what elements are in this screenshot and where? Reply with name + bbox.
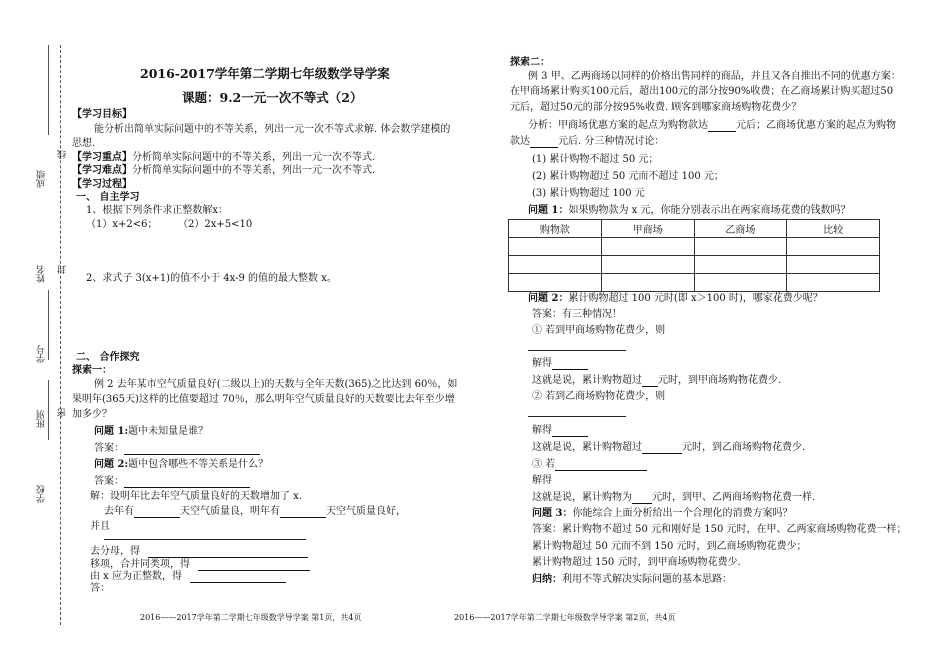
- margin-class-label: 班别: [37, 410, 47, 428]
- summary-text: 利用不等式解决实际问题的基本思路：: [562, 574, 732, 585]
- solution-text: 去年有: [104, 506, 134, 517]
- lesson-subtitle: 课题：9.2一元一次不等式（2）: [182, 90, 363, 105]
- table-header-cell: 比较: [787, 220, 880, 238]
- solution-line1: 解：设明年比去年空气质量良好的天数增加了 x.: [90, 491, 302, 502]
- margin-rule: [48, 380, 49, 440]
- analysis-text: 款达: [510, 136, 530, 147]
- meaning-3: [532, 491, 815, 504]
- left-problem-1-text: 题中未知量是谁？: [128, 426, 209, 437]
- right-problem-2-label: 问题 2：: [528, 293, 569, 304]
- step-4: 答：: [90, 583, 110, 594]
- table-header-row: [509, 220, 880, 238]
- left-answer-2-label: 答案：: [94, 476, 124, 487]
- solution-line3: 并且: [90, 521, 110, 532]
- right-problem-3-text: 你能综合上面分析给出一个合理化的消费方案吗？: [572, 508, 793, 519]
- binding-line: [60, 45, 61, 625]
- table-cell[interactable]: [787, 256, 880, 274]
- table-cell[interactable]: [509, 274, 602, 292]
- table-cell[interactable]: [509, 256, 602, 274]
- left-problem-2: [94, 458, 268, 471]
- analysis-text: 元后. 分三种情况讨论：: [558, 136, 665, 147]
- goal-text-line1: 能分析出简单实际问题中的不等关系，列出一元一次不等式求解. 体会数学建模的: [94, 124, 451, 135]
- condition-2: ② 若到乙商场购物花费少，则: [532, 391, 666, 402]
- fill-blank[interactable]: [148, 547, 308, 558]
- meaning-text: 这就是说，累计购物超过: [532, 375, 642, 386]
- left-problem-2-text: 题中包含哪些不等关系是什么？: [128, 459, 269, 470]
- table-cell[interactable]: [787, 274, 880, 292]
- right-problem-2-text: 累计购物超过 100 元时(即 x＞100 时)，哪家花费少呢？: [568, 293, 823, 304]
- right-problem-3-label: 问题 3：: [532, 508, 573, 519]
- table-cell[interactable]: [787, 238, 880, 256]
- margin-school-label: 学校: [37, 485, 47, 503]
- meaning-text: 这就是说，累计购物超过: [532, 442, 642, 453]
- margin-rule: [48, 290, 49, 360]
- fill-blank[interactable]: [134, 507, 180, 518]
- section1-heading: 一、 自主学习: [76, 192, 140, 203]
- fill-blank[interactable]: [280, 507, 326, 518]
- analysis-line2: [510, 135, 664, 148]
- meaning-text: 元时，到乙商场购物花费少.: [682, 442, 806, 453]
- right-problem-2: [528, 292, 823, 305]
- goal-heading: 【学习目标】: [72, 109, 132, 120]
- condition-1: ① 若到甲商场购物花费少，则: [532, 325, 666, 336]
- solve-2: [532, 424, 588, 437]
- key-points: [72, 151, 375, 164]
- meaning-text: 这就是说，累计购物为: [532, 492, 632, 503]
- example2-line1: 例 2 去年某市空气质量良好(二级以上)的天数与全年天数(365)之比达到 60％，如: [94, 379, 458, 390]
- answer3-line2: 累计购物超过 50 元而不到 150 元时，到乙商场购物花费少；: [532, 541, 807, 552]
- section2-heading: 二、 合作探究: [76, 352, 140, 363]
- table-row: [509, 238, 880, 256]
- table-header-cell: 购物款: [509, 220, 602, 238]
- step-1: [90, 545, 308, 558]
- table-header-cell: 甲商场: [601, 220, 694, 238]
- example3-line2: 在甲商场累计购买100元后，超出100元的部分按90%收费；在乙商场累计购买超过50: [510, 86, 894, 97]
- step-3: [90, 570, 286, 583]
- condition-3: [532, 458, 647, 471]
- question-2: 2、求式子 3(x+1)的值不小于 4x-9 的值的最大整数 x。: [86, 273, 337, 284]
- table-cell[interactable]: [694, 256, 787, 274]
- difficult-text: 分析简单实际问题中的不等关系，列出一元一次不等式.: [132, 165, 376, 176]
- example3-line3: 元后，超过50元的部分按95%收费. 顾客到哪家商场购物花费少？: [510, 102, 802, 113]
- left-problem-2-label: 问题 2:: [94, 459, 129, 470]
- example2-line2: 果明年(365天)这样的比值要超过 70％，那么明年空气质量良好的天数要比去年至少增: [72, 394, 455, 405]
- right-footer: 2016——2017学年第二学期七年级数学导学案 第2页，共4页: [454, 613, 676, 622]
- margin-rule: [48, 45, 49, 135]
- solution-line2: [104, 505, 406, 518]
- case-3: (3) 累计购物超过 100 元: [532, 188, 645, 199]
- fill-blank[interactable]: [708, 121, 736, 132]
- right-problem-1: [528, 204, 850, 217]
- left-answer-1-label: 答案：: [94, 443, 124, 454]
- margin-mi-label: 密: [58, 408, 68, 417]
- meaning-text: 元时，到甲、乙两商场购物花费一样.: [652, 492, 816, 503]
- answer-line[interactable]: [528, 416, 626, 417]
- meaning-1: [532, 374, 781, 387]
- margin-feng-label: 封: [58, 265, 68, 274]
- right-problem-1-label: 问题 1：: [528, 205, 569, 216]
- answer-line[interactable]: [104, 539, 306, 540]
- table-row: [509, 274, 880, 292]
- solution-text: 天空气质量良好，: [326, 506, 406, 517]
- margin-id-label: 学号: [37, 345, 47, 363]
- step-2-text: 移项，合并同类项，得: [90, 559, 190, 570]
- fill-blank[interactable]: [555, 460, 647, 471]
- answer-line[interactable]: [528, 350, 626, 351]
- question-1: 1、根据下列条件求正整数解x：: [86, 205, 229, 216]
- table-header-cell: 乙商场: [694, 220, 787, 238]
- comparison-table: [508, 219, 880, 292]
- table-cell[interactable]: [694, 238, 787, 256]
- analysis-text: 分析：甲商场优惠方案的起点为购物款达: [528, 120, 708, 131]
- fill-blank[interactable]: [552, 426, 588, 437]
- step-1-text: 去分母，得: [90, 546, 140, 557]
- table-row: [509, 256, 880, 274]
- left-problem-1-label: 问题 1:: [94, 426, 129, 437]
- table-cell[interactable]: [509, 238, 602, 256]
- meaning-text: 元时，到甲商场购物花费少.: [658, 375, 782, 386]
- page-title: 2016-2017学年第二学期七年级数学导学案: [140, 66, 390, 81]
- condition-3-text: ③ 若: [532, 459, 556, 470]
- answer3-line1: 答案：累计购物不超过 50 元和刚好是 150 元时，在甲、乙两家商场购物花费一样；: [532, 524, 907, 535]
- table-cell[interactable]: [601, 274, 694, 292]
- example3-line1: 例 3 甲、乙两商场以同样的价格出售同样的商品，并且又各自推出不同的优惠方案：: [528, 71, 901, 82]
- fill-blank[interactable]: [190, 572, 286, 583]
- process-heading: 【学习过程】: [72, 179, 132, 190]
- left-answer-2: [94, 475, 250, 488]
- solve-2-text: 解得: [532, 425, 552, 436]
- difficult-heading: 【学习难点】: [72, 165, 132, 176]
- key-heading: 【学习重点】: [72, 152, 132, 163]
- case-2: (2) 累计购物超过 50 元而不超过 100 元；: [532, 171, 724, 182]
- question-1a: （1）x+2<6；: [86, 219, 158, 230]
- goal-text-line2: 思想.: [72, 138, 96, 149]
- fill-blank[interactable]: [552, 359, 588, 370]
- summary: [532, 573, 732, 586]
- analysis-text: 元后；乙商场优惠方案的起点为购物: [736, 120, 896, 131]
- margin-name-label: 姓名: [37, 265, 47, 283]
- left-answer-1: [94, 442, 260, 455]
- meaning-2: [532, 441, 805, 454]
- fill-blank[interactable]: [530, 137, 558, 148]
- answer-blank[interactable]: [124, 477, 250, 488]
- left-footer: 2016——2017学年第二学期七年级数学导学案 第1页，共4页: [140, 613, 362, 622]
- answer-blank[interactable]: [124, 444, 260, 455]
- solve-1-text: 解得: [532, 358, 552, 369]
- table-cell[interactable]: [601, 256, 694, 274]
- case-1: (1) 累计购物不超过 50 元；: [532, 154, 659, 165]
- fill-blank[interactable]: [642, 443, 682, 454]
- three-cases-answer: 答案：有三种情况！: [532, 309, 622, 320]
- right-problem-3: [532, 507, 792, 520]
- difficult-points: [72, 164, 375, 177]
- example2-line3: 加多少？: [72, 409, 112, 420]
- solve-3: 解得: [532, 475, 552, 486]
- analysis-line1: [528, 119, 896, 132]
- margin-score-label: 成绩: [37, 170, 47, 188]
- step-3-text: 由 x 应为正整数，得: [90, 571, 182, 582]
- fill-blank[interactable]: [642, 376, 658, 387]
- margin-xian-label: 线: [58, 150, 68, 159]
- question-1b: （2）2x+5<10: [178, 219, 253, 230]
- fill-blank[interactable]: [632, 493, 652, 504]
- left-problem-1: [94, 425, 208, 438]
- table-cell[interactable]: [694, 274, 787, 292]
- explore1-heading: 探索一：: [72, 365, 112, 376]
- explore2-heading: 探索二：: [510, 57, 550, 68]
- table-cell[interactable]: [601, 238, 694, 256]
- summary-label: 归纳：: [532, 574, 562, 585]
- answer3-line3: 累计购物超过 150 元时，到甲商场购物花费少.: [532, 557, 741, 568]
- right-problem-1-text: 如果购物款为 x 元，你能分别表示出在两家商场花费的钱数吗？: [568, 205, 851, 216]
- solve-1: [532, 357, 588, 370]
- solution-text: 天空气质量良，明年有: [180, 506, 280, 517]
- key-text: 分析简单实际问题中的不等关系，列出一元一次不等式.: [132, 152, 376, 163]
